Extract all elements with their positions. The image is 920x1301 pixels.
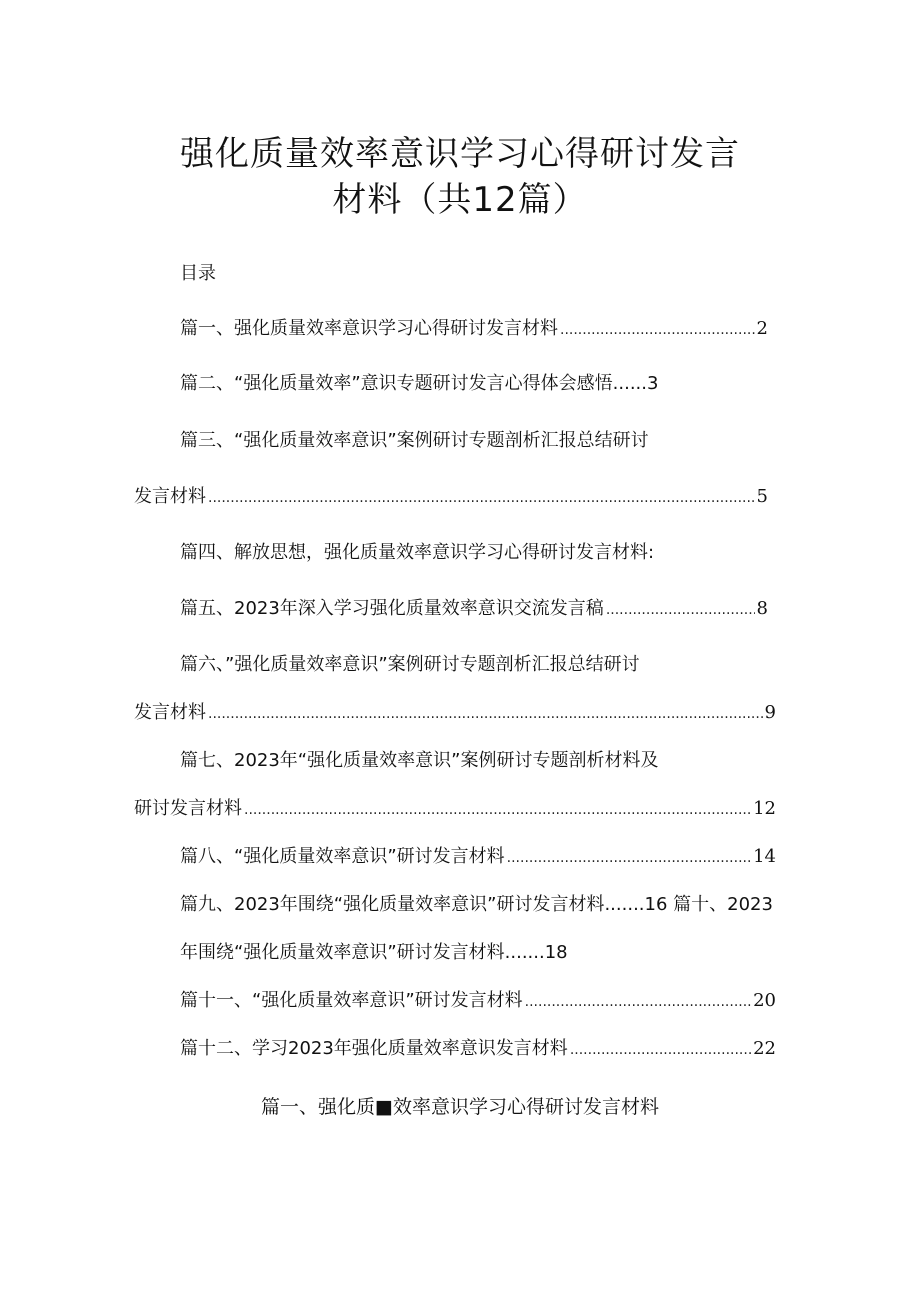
toc-entry[interactable]: [180, 594, 768, 620]
toc-entry-text: 篇五、2023年深入学习强化质量效率意识交流发言稿: [180, 598, 604, 619]
toc-entry-text: 篇四、解放思想，强化质量效率意识学习心得研讨发言材料:: [180, 542, 655, 563]
toc-entry-page: 5: [756, 486, 768, 507]
toc-entry-continuation[interactable]: [134, 794, 776, 820]
toc-entry-text: 篇一、强化质量效率意识学习心得研讨发言材料: [180, 318, 558, 339]
toc-leader-dots: [570, 1042, 751, 1058]
toc-entry-continuation[interactable]: [134, 482, 768, 508]
toc-leader-dots: [560, 322, 755, 338]
toc-entry-page: 8: [756, 598, 768, 619]
toc-entry-continuation[interactable]: [134, 698, 776, 724]
toc-leader-dots: [208, 490, 755, 506]
toc-entry-page: 2: [756, 318, 768, 339]
toc-entry-text: 篇十二、学习2023年强化质量效率意识发言材料: [180, 1038, 568, 1059]
toc-entry-text: 研讨发言材料: [134, 798, 242, 819]
toc-entry[interactable]: [180, 650, 640, 676]
toc-leader-dots: [606, 602, 755, 618]
document-title-line2: 材料（共12篇）: [332, 180, 588, 220]
toc-entry[interactable]: [180, 538, 654, 564]
toc-entry[interactable]: [180, 426, 649, 452]
toc-entry-page: 22: [753, 1038, 776, 1059]
toc-entry-text: 篇九、2023年围绕“强化质量效率意识”研讨发言材料.......16 篇十、2023: [180, 894, 773, 915]
toc-entry-page: 12: [753, 798, 776, 819]
toc-leader-dots: [208, 706, 763, 722]
toc-entry-text: 发言材料: [134, 702, 206, 723]
toc-entry-page: 14: [753, 846, 776, 867]
section-heading: 篇一、强化质■效率意识学习心得研讨发言材料: [261, 1096, 659, 1118]
toc-entry-page: 9: [764, 702, 776, 723]
toc-entry-text: 发言材料: [134, 486, 206, 507]
toc-entry[interactable]: [180, 314, 768, 340]
toc-leader-dots: [525, 994, 751, 1010]
document-title-line1: 强化质量效率意识学习心得研讨发言: [180, 134, 740, 174]
toc-leader-dots: [507, 850, 751, 866]
toc-entry-page: 20: [753, 990, 776, 1011]
toc-entry-text: 篇八、“强化质量效率意识”研讨发言材料: [180, 846, 505, 867]
toc-label: 目录: [180, 263, 216, 284]
toc-entry[interactable]: [180, 746, 658, 772]
toc-entry-continuation[interactable]: [180, 938, 568, 964]
toc-entry-text: 篇十一、“强化质量效率意识”研讨发言材料: [180, 990, 523, 1011]
toc-entry[interactable]: [180, 842, 776, 868]
toc-entry[interactable]: [180, 369, 658, 395]
toc-leader-dots: [244, 802, 751, 818]
toc-entry-text: 篇三、“强化质量效率意识”案例研讨专题剖析汇报总结研讨: [180, 430, 649, 451]
toc-entry[interactable]: [180, 1034, 776, 1060]
toc-entry-text: 篇七、2023年“强化质量效率意识”案例研讨专题剖析材料及: [180, 750, 659, 771]
toc-entry[interactable]: [180, 986, 776, 1012]
toc-entry-text: 年围绕“强化质量效率意识”研讨发言材料.......18: [180, 942, 568, 963]
toc-entry-text: 篇六、”强化质量效率意识”案例研讨专题剖析汇报总结研讨: [180, 654, 640, 675]
toc-entry[interactable]: [180, 890, 773, 916]
toc-entry-text: 篇二、“强化质量效率”意识专题研讨发言心得体会感悟......3: [180, 373, 659, 394]
